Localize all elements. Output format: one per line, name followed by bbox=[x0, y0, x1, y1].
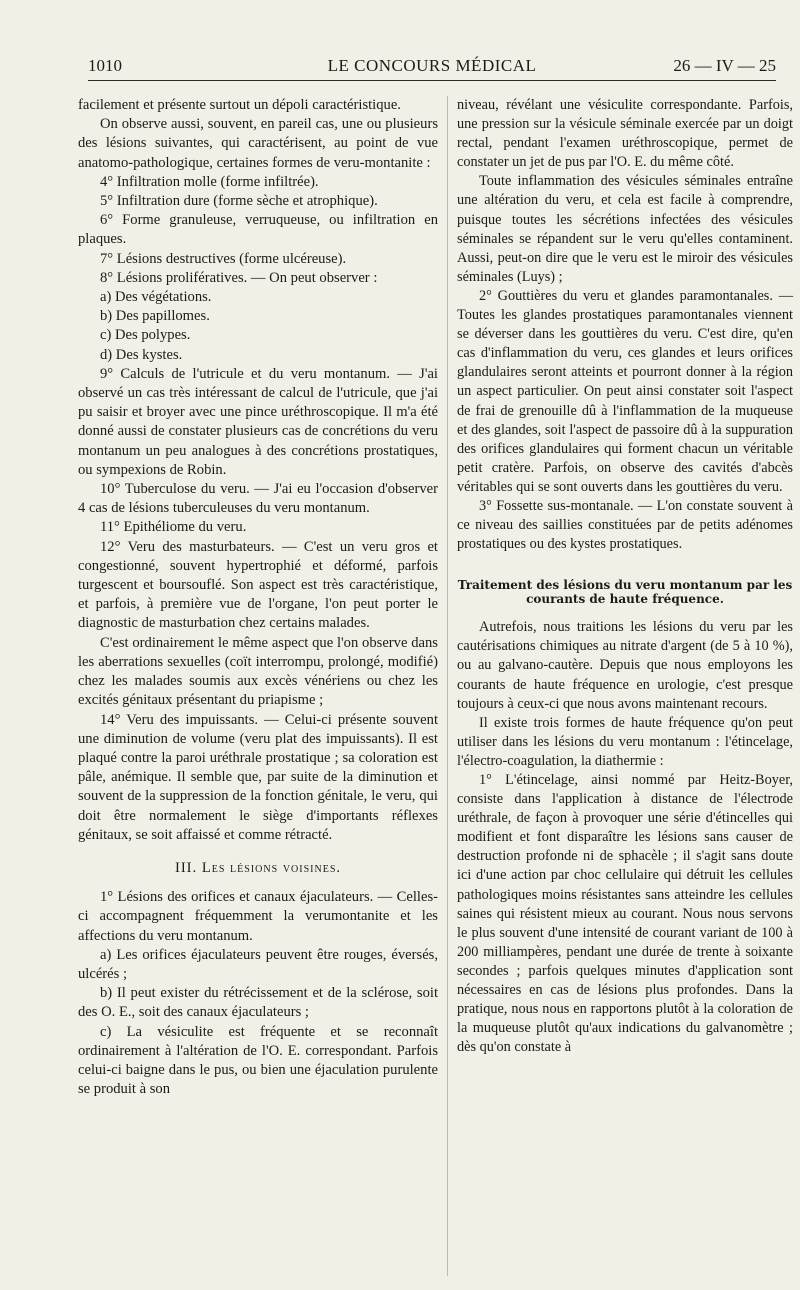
journal-title: LE CONCOURS MÉDICAL bbox=[327, 56, 537, 75]
paragraph: 1° Lésions des orifices et canaux éjaculateurs. — Celles-ci accompagnent fréquemment la verumontanite et les affections du veru montanum. bbox=[78, 889, 438, 944]
list-item: 7° Lésions destructives (forme ulcéreuse). bbox=[100, 250, 347, 267]
list-item: a) Des végétations. bbox=[100, 289, 212, 306]
paragraph: 9° Calculs de l'utricule et du veru montanum. — J'ai observé un cas très intéressant de calcul de l'utricule, que j'ai pu saisir et broyer avec une pince uréthroscopique. Il m'a été donné aussi de constater plusieurs cas de concrétions du veru montanum un peu analogues à des concrétions prostatiques, ou sympexions de Robin. bbox=[78, 365, 438, 478]
page-number: 1010 bbox=[88, 56, 122, 75]
list-item: c) La vésiculite est fréquente et se reconnaît ordinairement à l'altération de l'O. E. correspondant. Parfois celui-ci baigne dans le pus, ou bien une éjaculation purulente se produit à son bbox=[78, 1023, 438, 1098]
list-item: a) Les orifices éjaculateurs peuvent être rouges, éversés, ulcérés ; bbox=[78, 946, 438, 982]
list-item: 11° Epithéliome du veru. bbox=[100, 519, 247, 536]
section-heading: III. Les lésions voisines. bbox=[174, 859, 342, 876]
list-item: b) Il peut exister du rétrécissement et de la sclérose, soit des O. E., soit des canaux éjaculateurs ; bbox=[78, 985, 438, 1021]
paragraph: 14° Veru des impuissants. — Celui-ci présente souvent une diminution de volume (veru plat des impuissants). Il est plaqué contre la paroi uréthrale prostatique ; sa coloration est pâle, anémique. Il semble que, par suite de la diminution et souvent de la suppression de la fonction génitale, le veru, qui doit être normalement le siège d'importants réflexes génitaux, se soit affaissé et comme rétracté. bbox=[78, 711, 438, 843]
list-item: d) Des kystes. bbox=[100, 346, 183, 363]
list-item: 8° Lésions prolifératives. — On peut observer : bbox=[100, 269, 378, 286]
paragraph: Toute inflammation des vésicules séminales entraîne une altération du veru, et cela est facile à comprendre, puisque toutes les sécrétions infectées des vésicules séminales se répandent sur le veru qu'elles contaminent. Aussi, peut-on dire que le veru est le miroir des vésicules séminales (Luys) ; bbox=[457, 173, 793, 285]
paragraph: C'est ordinairement le même aspect que l'on observe dans les aberrations sexuelles (coït interrompu, prolongé, modifié) chez les malades soumis aux excès vénériens ou chez les excités génitaux présentant du priapisme ; bbox=[78, 634, 438, 709]
list-item: b) Des papillomes. bbox=[100, 308, 210, 325]
paragraph: 3° Fossette sus-montanale. — L'on constate souvent à ce niveau des saillies constituées par de petits adénomes prostatiques ou des kystes prostatiques. bbox=[457, 497, 793, 553]
issue-date: 26 — IV — 25 bbox=[673, 56, 776, 75]
paragraph: On observe aussi, souvent, en pareil cas, une ou plusieurs des lésions suivantes, qui caractérisent, au point de vue anatomo-pathologique, certaines formes de veru-montanite : bbox=[78, 116, 438, 171]
paragraph: 1° L'étincelage, ainsi nommé par Heitz-Boyer, consiste dans l'application à distance de l'électrode uréthrale, de façon à provoquer une série d'étincelles qui modifient et font disparaître les lésions sans causer de destruction profonde ni de sphacèle ; il s'agit sans doute ici d'une action par choc cellulaire qui détruit les cellules pathologiques moins résistantes sans atteindre les cellules saines qui résistent mieux au courant. Nous nous servons le plus souvent d'une intensité de courant variant de 100 à 200 milliampères, pendant une durée de trente à soixante secondes ; parfois quelques minutes d'application sont nécessaires en cas de lésions plus profondes. Dans la pratique, nous nous en rapportons plutôt à la coloration de la muqueuse plutôt qu'aux indications du galvanomètre ; dès qu'on constate à bbox=[457, 772, 793, 1056]
right-column bbox=[457, 96, 793, 1057]
paragraph: 10° Tuberculose du veru. — J'ai eu l'occasion d'observer 4 cas de lésions tuberculeuses du veru montanum. bbox=[78, 481, 438, 517]
paragraph: Il existe trois formes de haute fréquence qu'on peut utiliser dans les lésions du veru montanum : l'étincelage, l'électro-coagulation, la diathermie : bbox=[457, 714, 793, 769]
list-item: 4° Infiltration molle (forme infiltrée). bbox=[100, 173, 319, 190]
list-item: 6° Forme granuleuse, verruqueuse, ou infiltration en plaques. bbox=[78, 212, 438, 248]
page-header bbox=[88, 56, 776, 81]
left-column bbox=[78, 96, 438, 1099]
paragraph: niveau, révélant une vésiculite correspondante. Parfois, une pression sur la vésicule séminale exercée par un doigt rectal, pendant l'examen uréthroscopique, permet de constater un jet de pus par l'O. E. du même côté. bbox=[457, 97, 793, 171]
paragraph: facilement et présente surtout un dépoli caractéristique. bbox=[78, 97, 401, 113]
section-heading: Traitement des lésions du veru montanum par les courants de haute fréquence. bbox=[457, 578, 793, 607]
paragraph: 2° Gouttières du veru et glandes paramontanales. — Toutes les glandes prostatiques paramontanales viennent se déverser dans les gouttières du veru. C'est dire, qu'en cas d'inflammation du veru, ces glandes et leurs orifices glandulaires seront atteints et pourront donner à la région un aspect particulier. On peut ainsi constater soit l'aspect de frai de grenouille dû à l'inflammation de la muqueuse et des glandes, soit l'aspect de passoire dû à la suppuration des orifices glandulaires qui forment chacun un véritable petit cratère. Parfois, on observe des cavités d'abcès véritables qui se sont ouverts dans les gouttières du veru. bbox=[457, 287, 793, 495]
list-item: c) Des polypes. bbox=[100, 327, 191, 344]
paragraph: Autrefois, nous traitions les lésions du veru par les cautérisations chimiques au nitrate d'argent (de 5 à 10 %), ou au galvano-cautère. Depuis que nous employons les courants de haute fréquence en urologie, c'est presque toujours à ceux-ci que nous avons maintenant recours. bbox=[457, 619, 793, 712]
paragraph: 12° Veru des masturbateurs. — C'est un veru gros et congestionné, souvent hypertrophié et déformé, parfois turgescent et boursouflé. Son aspect est très caractéristique, et parfois, à première vue de l'organe, l'on peut porter le diagnostic de masturbation chez certains malades. bbox=[78, 538, 438, 632]
list-item: 5° Infiltration dure (forme sèche et atrophique). bbox=[100, 193, 378, 210]
column-divider bbox=[447, 96, 448, 1276]
